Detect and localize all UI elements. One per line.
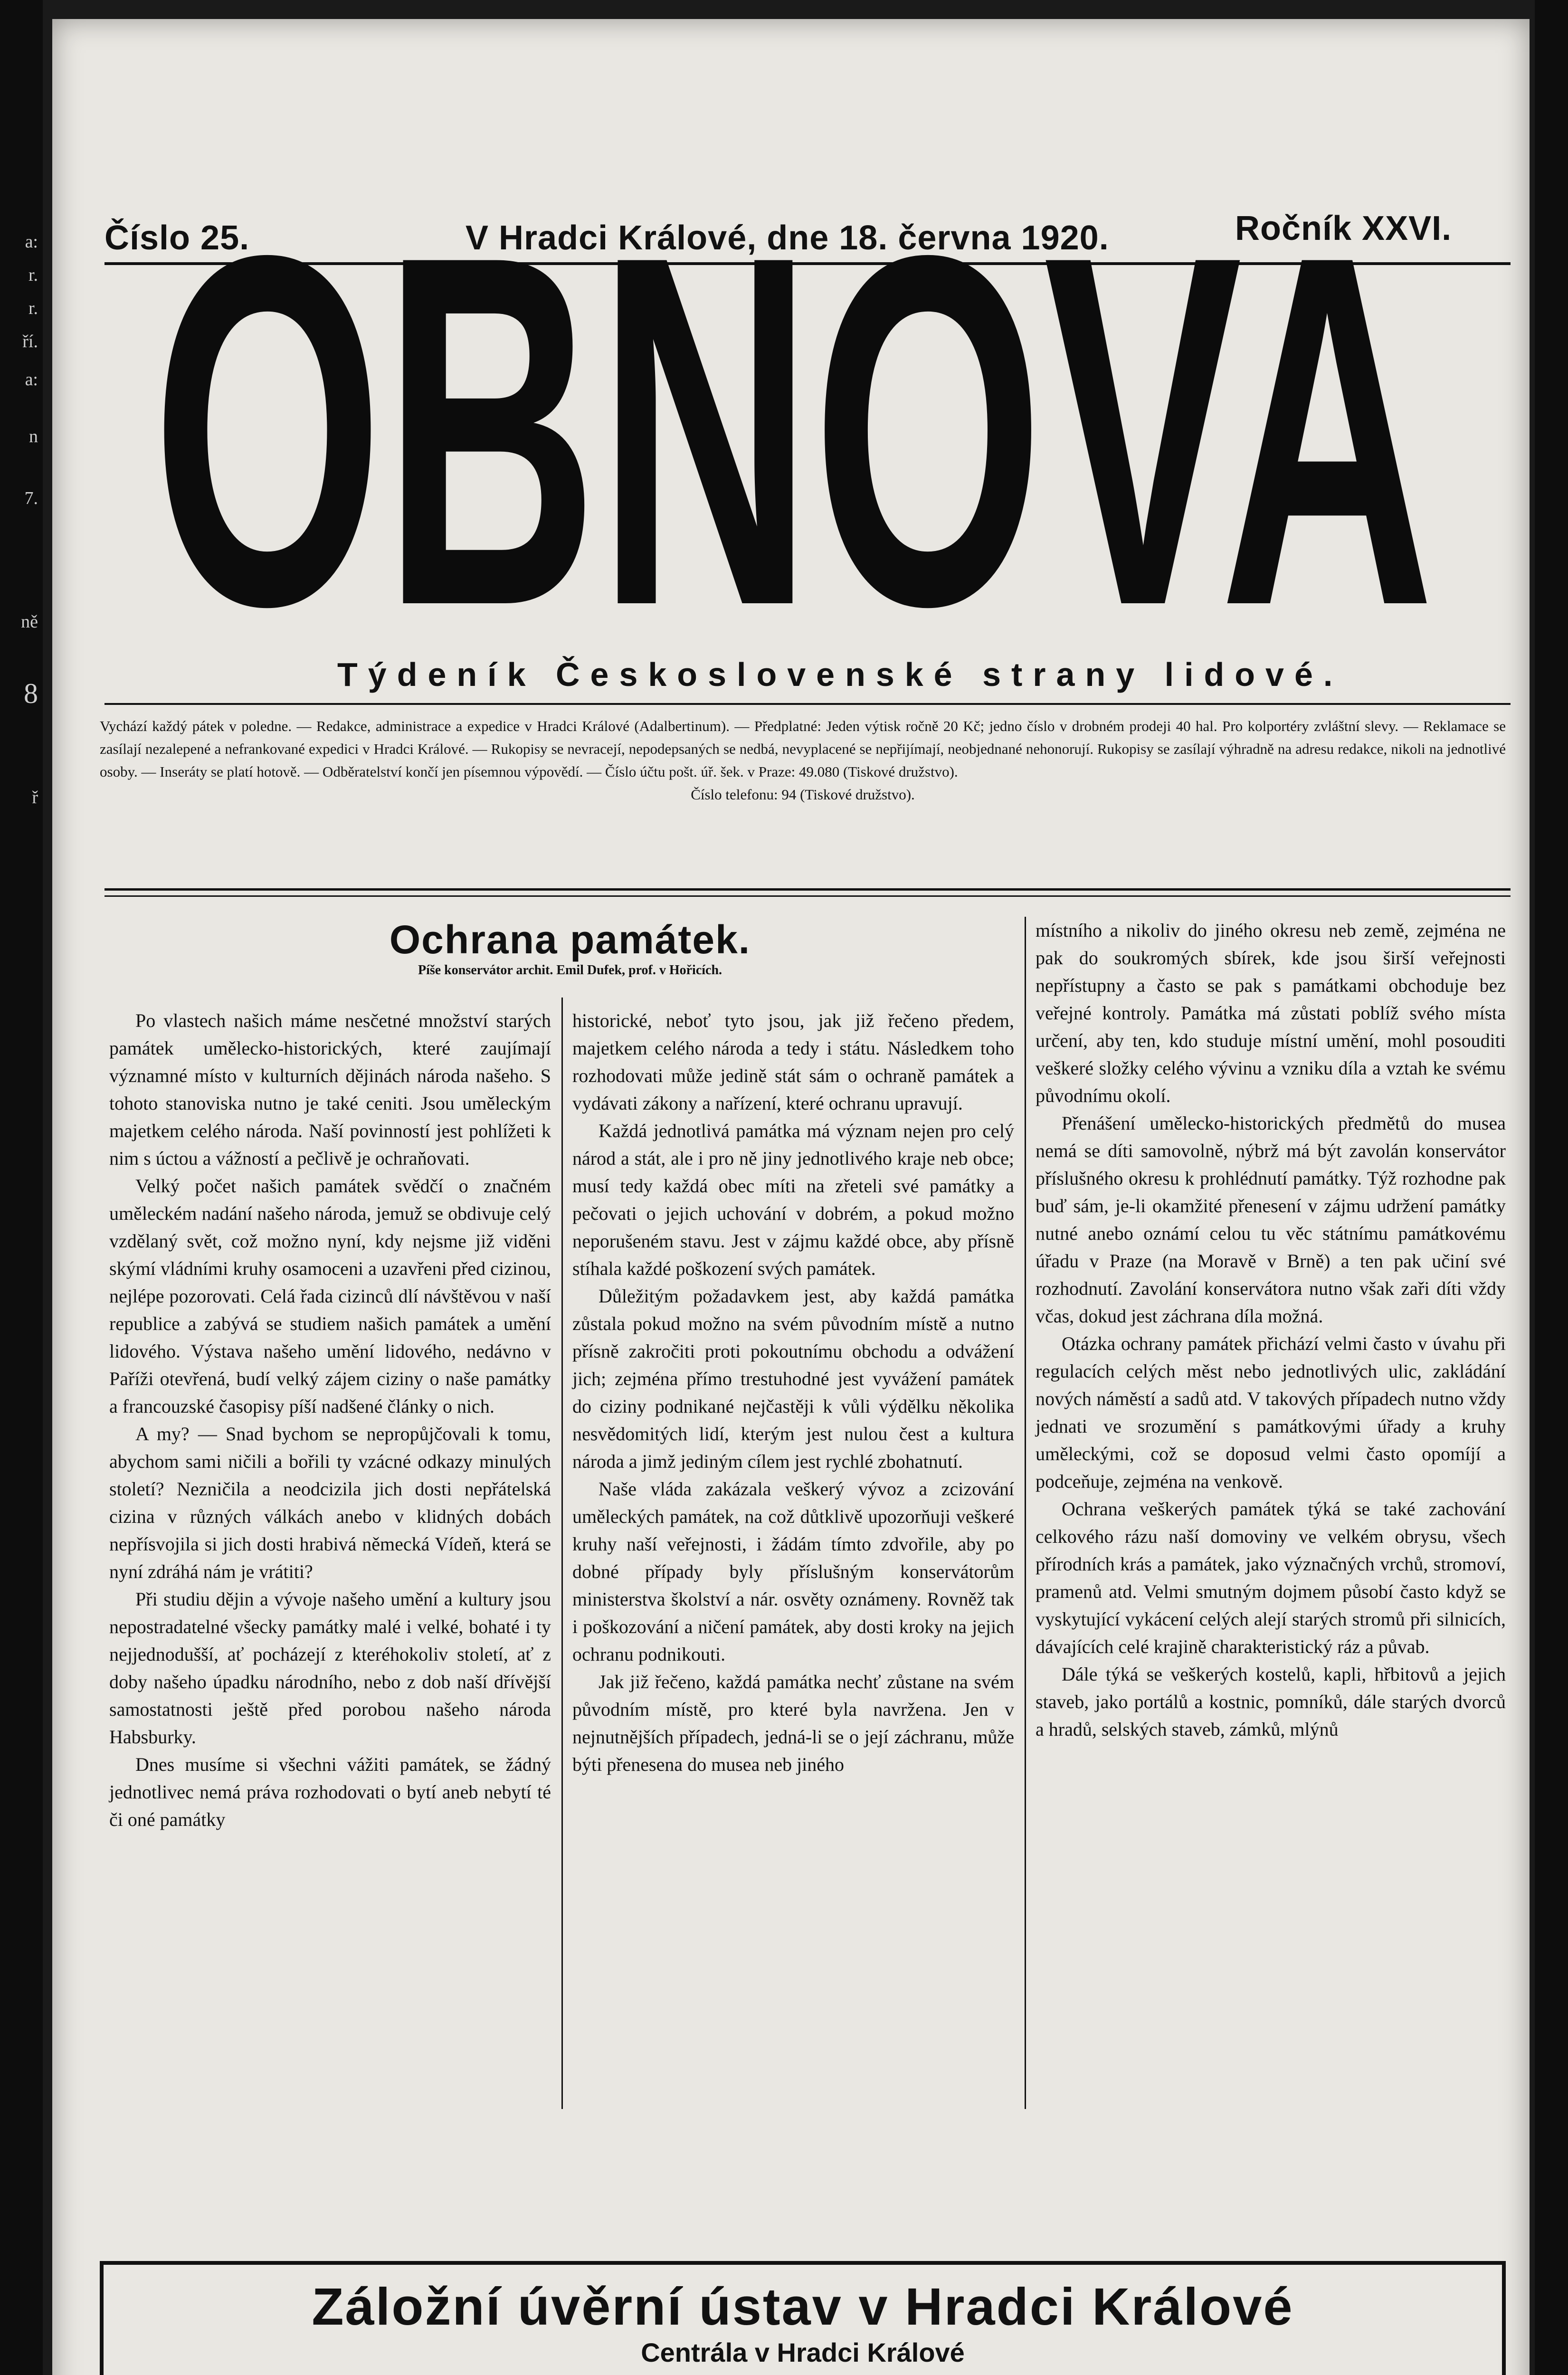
margin-mark: a: bbox=[25, 370, 38, 390]
ad-subtitle: Centrála v Hradci Králové bbox=[641, 2337, 965, 2367]
paragraph: Otázka ochrany památek přichází velmi často v úvahu při regulacích celých měst nebo jednotlivých ulic, zakládání nových náměstí a sadů atd. V takových případech nutno vždy jednati ve srozumění s památkovými úřady a kruhy uměleckými, což se doposud velmi často opomíjí a podceňuje, zejména na venkově. bbox=[1036, 1333, 1506, 1492]
dateline: V Hradci Králové, dne 18. června 1920. bbox=[466, 219, 1109, 257]
imprint-text: Vychází každý pátek v poledne. — Redakce, administrace a expedice v Hradci Králové (Adalbertinum). — Předplatné: Jeden výtisk ročně 20 Kč; jedno číslo v drobném prodeji 40 hal. Pro kolportéry zvláštní slevy. — Reklamace se zasílají nezalepené a nefrankované expedici v Hradci Králové. — Rukopisy se nevracejí, nepodepsaných se nedbá, nevyplacené se nepřijímají, neobjednané nehonorují. Rukopisy se zasílají výhradně na adresu redakce, nikoli na jednotlivé osoby. — Inseráty se platí hotově. — Odběratelství končí jen písemnou výpovědí. — Číslo účtu pošt. úř. šek. v Praze: 49.080 (Tiskové družstvo). bbox=[100, 718, 1506, 780]
paragraph: Dnes musíme si všechni vážiti památek, se žádný jednotlivec nemá práva rozhodovati o bytí aneb nebytí té či oné památky bbox=[109, 1754, 551, 1830]
subtitle-rule bbox=[105, 703, 1511, 705]
paragraph: A my? — Snad bychom se nepropůjčovali k tomu, abychom sami ničili a bořili ty vzácné odkazy minulých století? Nezničila a neodcizila jich dosti nepřátelská cizina v různých válkách anebo v klidných dobách nepřísvojila si jich dosti hrabivá německá Vídeň, která se nyní zdráhá nám je vrátiti? bbox=[109, 1423, 551, 1582]
paragraph: Přenášení umělecko-historických předmětů do musea nemá se díti samovolně, nýbrž má být zavolán konservátor příslušného okresu k prohlédnutí památky. Týž rozhodne pak buď sám, je-li okamžité přenesení v zájmu udržení památky nutné anebo oznámí celou tu věc státnímu památkovému úřadu v Praze (na Moravě v Brně) a ten pak učiní své rozhodnutí. Zavolání konservátora nutno však zaři díti vždy včas, dokud jest záchrana díla možná. bbox=[1036, 1112, 1506, 1327]
scan-border-left bbox=[0, 0, 43, 2375]
paragraph: Důležitým požadavkem jest, aby každá památka zůstala pokud možno na svém původním místě a nutno přísně zakročiti proti pokoutnímu obchodu a odvážení jich; zejména přímo trestuhodné jest vyvážení památek do ciziny podnikané nejčastěji k vůli výdělku několika nesvědomitých lidí, kterým jest nulou čest a kultura národa a jimž jediným cílem jest rychlé zbohatnutí. bbox=[572, 1285, 1014, 1472]
margin-mark: r. bbox=[28, 298, 38, 318]
bank-advertisement bbox=[100, 2261, 1506, 2375]
imprint-rule bbox=[105, 888, 1511, 891]
margin-mark: r. bbox=[28, 265, 38, 285]
margin-mark: n bbox=[29, 427, 38, 446]
volume-number: Ročník XXVI. bbox=[1235, 209, 1452, 247]
article-heading bbox=[124, 917, 1017, 978]
paragraph: Naše vláda zakázala veškerý vývoz a zcizování uměleckých památek, na což důtklivě upozorňuji veškeré kruhy naší veřejnosti, i žádám tímto zdvořile, aby po dobné případy byly příslušným konservátorům ministerstva školství a nár. osvěty oznámeny. Rovněž tak i poškozování a ničení památek, aby dosti kroky na jejich ochranu podnikouti. bbox=[572, 1478, 1014, 1665]
paragraph: Ochrana veškerých památek týká se také zachování celkového rázu naší domoviny ve velkém obrysu, všech přírodních krás a památek, jako význačných vrchů, stromoví, pramenů atd. Velmi smutným dojmem působí často když se vyskytující vykácení celých alejí starých stromů při silnicích, dávajících celé krajině charakteristický ráz a půvab. bbox=[1036, 1498, 1506, 1657]
paragraph: místního a nikoliv do jiného okresu neb země, zejména ne pak do soukromých sbírek, kde jsou širší veřejnosti nepřístupny a často se pak s památkami obchoduje bez veřejné kontroly. Památka má zůstati poblíž svého místa určení, aby ten, kdo studuje místní umění, mohl posouditi veškeré složky celého vývinu a vzniku díla a vztah ke svému původnímu okolí. bbox=[1036, 920, 1506, 1106]
masthead-title: OBNOVA bbox=[152, 242, 1435, 632]
paragraph: Každá jednotlivá památka má význam nejen pro celý národ a stát, ale i pro ně jiny jednotlivého kraje neb obce; musí tedy každá obec míti na zřeteli své památky a pečovati o jejich uchování v dobrém, a pokud možno neporušeném stavu. Jest v zájmu každé obce, aby přísně stíhala každé poškození svých památek. bbox=[572, 1120, 1014, 1279]
margin-mark: ří. bbox=[22, 332, 38, 352]
margin-mark: 7. bbox=[24, 488, 38, 508]
paragraph: Velký počet našich památek svědčí o značném uměleckém nadání našeho národa, jemuž se obdivuje celý vzdělaný svět, což možno nyní, kdy nejsme již viděni skýmí vládními kruhy osamoceni a uzavřeni před cizinou, nejlépe pozorovati. Celá řada cizinců dlí návštěvou v naší republice a zabývá se studiem našich památek a umění lidového. Výstava našeho umění lidového, nedávno v Paříži otevřená, budí velký zájem ciziny o naše památky a francouzské časopisy píší nadšené články o nich. bbox=[109, 1175, 551, 1417]
scan-border-right bbox=[1535, 0, 1568, 2375]
column-divider bbox=[561, 998, 563, 2109]
imprint bbox=[100, 715, 1506, 806]
paragraph: historické, neboť tyto jsou, jak již řečeno předem, majetkem celého národa a tedy i státu. Následkem toho rozhodovati může jedině stát sám o ochraně památek a vydávati zákony a nařízení, které ochranu upravují. bbox=[572, 1010, 1014, 1114]
phone-number: Číslo telefonu: 94 (Tiskové družstvo). bbox=[691, 786, 915, 803]
article-column-3 bbox=[1036, 917, 1506, 1743]
ad-title: Záložní úvěrní ústav v Hradci Králové bbox=[312, 2278, 1294, 2336]
margin-mark: ř bbox=[32, 788, 38, 808]
newspaper-page bbox=[52, 19, 1530, 2375]
paragraph: Jak již řečeno, každá památka nechť zůstane na svém původním místě, pro které byla navržena. Jen v nejnutnějších případech, jedná-li se o její záchranu, může býti přenesena do musea neb jiného bbox=[572, 1671, 1014, 1775]
imprint-rule-thin bbox=[105, 895, 1511, 897]
paragraph: Při studiu dějin a vývoje našeho umění a kultury jsou nepostradatelné všecky památky malé i velké, bohaté i ty nejjednodušší, ať pocházejí z kteréhokoliv století, ať z doby našeho úpadku národního, nebo z dob naší dřívější samostatnosti ještě před porobou našeho národa Habsburky. bbox=[109, 1588, 551, 1748]
margin-mark: ně bbox=[21, 612, 38, 632]
masthead-subtitle: Týdeník Československé strany lidové. bbox=[337, 656, 1343, 693]
paragraph: Dále týká se veškerých kostelů, kapli, hřbitovů a jejich staveb, jako portálů a kostnic, pomníků, dále starých dvorců a hradů, selských staveb, zámků, mlýnů bbox=[1036, 1663, 1506, 1740]
article-title: Ochrana památek. bbox=[389, 917, 751, 962]
paragraph: Po vlastech našich máme nesčetné množství starých památek umělecko-historických, které zaujímají významné místo v kulturních dějinách národa našeho. S tohoto stanoviska nutno je také ceniti. Jsou uměleckým majetkem celého národa. Naší povinností jest pohlížeti k nim s úctou a vážností a pečlivě je ochraňovati. bbox=[109, 1010, 551, 1169]
issue-number: Číslo 25. bbox=[105, 219, 250, 257]
article-byline: Píše konservátor archit. Emil Dufek, prof. v Hořicích. bbox=[418, 963, 722, 978]
article-column-1 bbox=[109, 1007, 551, 1834]
column-divider bbox=[1025, 917, 1026, 2109]
margin-mark: a: bbox=[25, 232, 38, 252]
article-column-2 bbox=[572, 1007, 1014, 1778]
masthead-logo bbox=[147, 242, 1439, 632]
margin-mark: 8 bbox=[24, 678, 38, 709]
